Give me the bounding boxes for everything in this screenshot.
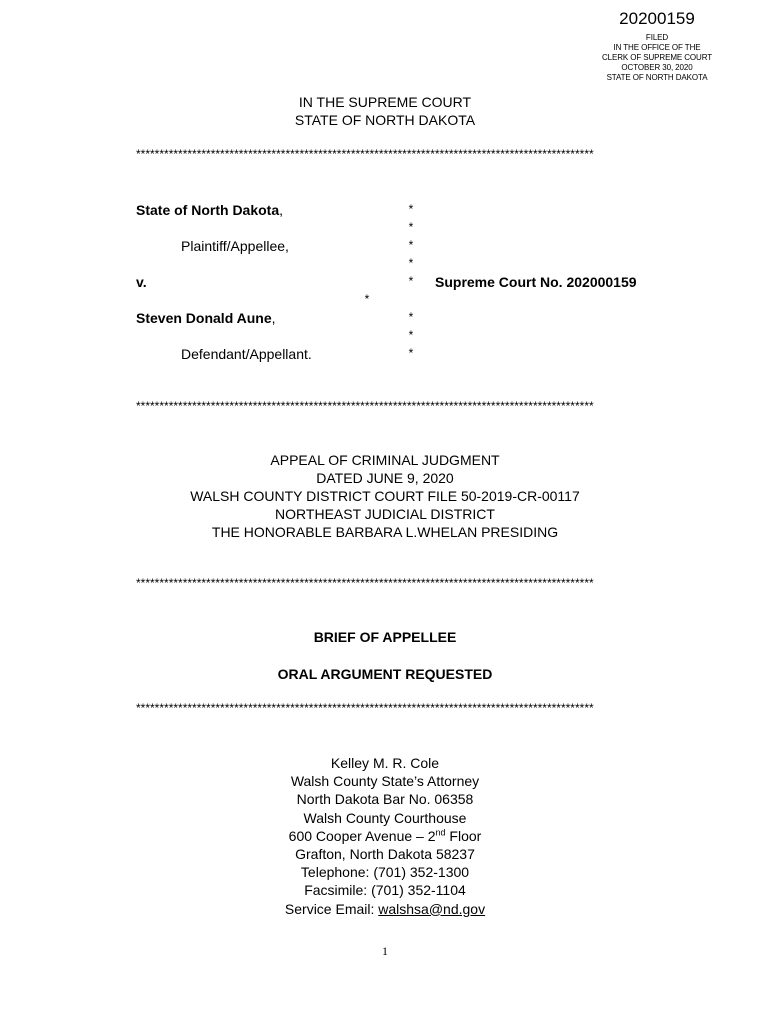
attorney-contact — [0, 754, 770, 918]
caption-asterisk: * — [364, 292, 370, 306]
appeal-line: DATED JUNE 9, 2020 — [316, 470, 454, 486]
address-suffix: Floor — [445, 827, 482, 844]
separator-3: ************************************************************************************************** — [136, 576, 594, 590]
case-number: Supreme Court No. 202000159 — [435, 274, 637, 290]
appeal-line: NORTHEAST JUDICIAL DISTRICT — [275, 506, 495, 522]
plaintiff-comma: , — [279, 202, 284, 218]
caption-asterisk: * — [408, 238, 414, 252]
filing-number: 20200159 — [619, 9, 695, 28]
address-superscript: nd — [435, 827, 446, 838]
caption-asterisk: * — [408, 274, 414, 288]
attorney-title: Walsh County State’s Attorney — [290, 773, 480, 790]
separator-2: ************************************************************************************************** — [136, 399, 594, 413]
filing-stamp-line: FILED — [645, 33, 669, 42]
plaintiff-name: State of North Dakota — [136, 202, 280, 218]
caption-asterisk: * — [408, 220, 414, 234]
attorney-name: Kelley M. R. Cole — [330, 755, 440, 771]
court-heading — [0, 93, 770, 129]
oral-argument: ORAL ARGUMENT REQUESTED — [277, 666, 493, 682]
service-email — [0, 900, 770, 918]
street-address — [0, 827, 770, 845]
appeal-line: THE HONORABLE BARBARA L.WHELAN PRESIDING — [211, 524, 559, 540]
email-label: Service Email: — [284, 900, 379, 917]
caption-asterisk: * — [408, 202, 414, 216]
filing-stamp-line: OCTOBER 30, 2020 — [621, 63, 693, 72]
courthouse: Walsh County Courthouse — [303, 809, 467, 826]
address-prefix: 600 Cooper Avenue – 2 — [288, 827, 436, 844]
email-link[interactable]: walshsa@nd.gov — [378, 900, 486, 917]
caption-asterisk: * — [408, 256, 414, 270]
brief-title: BRIEF OF APPELLEE — [313, 629, 457, 645]
defendant-role: Defendant/Appellant. — [181, 346, 312, 362]
page-number: 1 — [382, 944, 388, 958]
defendant-line — [136, 310, 276, 327]
defendant-comma: , — [271, 310, 276, 326]
city-state-zip: Grafton, North Dakota 58237 — [295, 846, 475, 863]
appeal-line: APPEAL OF CRIMINAL JUDGMENT — [270, 452, 500, 468]
caption-asterisk: * — [408, 328, 414, 342]
bar-number: North Dakota Bar No. 06358 — [296, 791, 474, 808]
separator-1: ************************************************************************************************** — [136, 147, 594, 161]
telephone: Telephone: (701) 352-1300 — [300, 864, 470, 881]
court-line-1: IN THE SUPREME COURT — [298, 94, 472, 110]
filing-stamp-line: IN THE OFFICE OF THE — [613, 43, 701, 52]
facsimile: Facsimile: (701) 352-1104 — [304, 882, 466, 899]
separator-4: ************************************************************************************************** — [136, 701, 594, 715]
appeal-block — [0, 451, 770, 541]
filing-stamp-line: STATE OF NORTH DAKOTA — [606, 73, 708, 82]
plaintiff-line — [136, 202, 283, 219]
appeal-line: WALSH COUNTY DISTRICT COURT FILE 50-2019-CR-00117 — [190, 488, 580, 504]
plaintiff-role: Plaintiff/Appellee, — [181, 238, 289, 254]
court-line-2: STATE OF NORTH DAKOTA — [294, 112, 476, 128]
defendant-name: Steven Donald Aune — [136, 310, 272, 326]
filing-stamp — [590, 33, 724, 83]
caption-asterisk: * — [408, 346, 414, 360]
caption-asterisk: * — [408, 310, 414, 324]
versus: v. — [136, 274, 147, 290]
filing-stamp-line: CLERK OF SUPREME COURT — [601, 53, 713, 62]
